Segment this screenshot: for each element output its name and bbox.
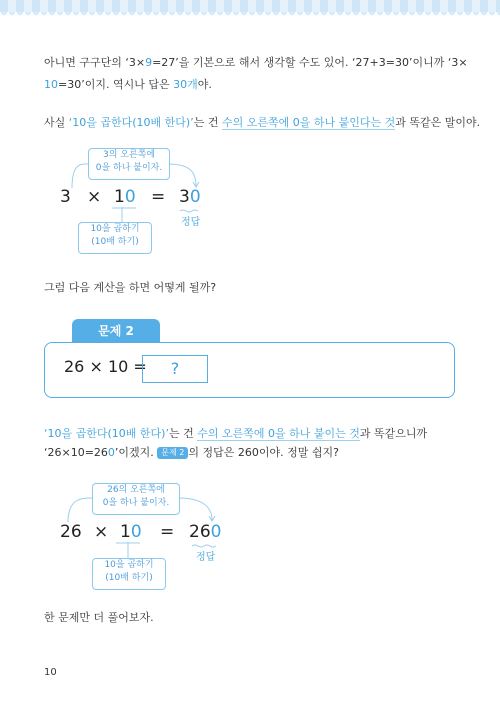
closing-text: 한 문제만 더 풀어보자. — [44, 611, 154, 624]
digit: 1 — [120, 522, 131, 542]
text: ’이겠지. — [114, 446, 158, 459]
problem-badge: 문제 2 — [157, 447, 188, 459]
quote-highlight: ‘10을 곱한다(10배 한다)’ — [44, 427, 169, 440]
operand-ten — [114, 187, 136, 207]
question-text: 그럼 다음 계산을 하면 어떻게 될까? — [44, 281, 217, 294]
note-line: 10을 곱하기 — [104, 560, 154, 570]
times-sign: × — [87, 187, 102, 207]
problem-equation: 26 × 10 = — [64, 357, 147, 376]
note-line: 10을 곱하기 — [90, 224, 140, 234]
rule-highlight: 수의 오른쪽에 0을 하나 붙이는 것 — [197, 427, 360, 440]
note-line: (10배 하기) — [91, 237, 139, 247]
text: 야. — [197, 78, 212, 91]
diagram-1-top-note — [88, 148, 170, 180]
diagram-1-equation — [60, 187, 71, 207]
rule-highlight: 수의 오른쪽에 0을 하나 붙인다는 것 — [221, 116, 396, 129]
digit: 3 — [179, 187, 190, 207]
note-line: 3의 오른쪽에 — [102, 150, 156, 160]
answer-label: 정답 — [196, 552, 216, 563]
digit: 26 — [189, 522, 211, 542]
result — [189, 522, 221, 542]
text: 아니면 구구단의 ‘3× — [44, 56, 146, 69]
page-number: 10 — [44, 667, 57, 678]
highlight-text: 10 — [44, 78, 58, 91]
quote-highlight: ‘10을 곱한다(10배 한다)’ — [68, 116, 194, 129]
text: 사실 — [44, 116, 69, 129]
appended-zero: 0 — [107, 446, 115, 459]
answer-label: 정답 — [181, 217, 201, 228]
note-line: 0을 하나 붙이자. — [95, 163, 163, 173]
paragraph-1-line-1 — [44, 52, 468, 74]
highlight-text: 9 — [145, 56, 153, 69]
text: =27’을 기본으로 해서 생각할 수도 있어. ‘27+3=30’이니까 ‘3× — [152, 56, 468, 69]
top-decorative-band — [0, 0, 500, 12]
equals-sign: = — [151, 187, 166, 207]
text: 의 정답은 260이야. 정말 쉽지? — [188, 446, 339, 459]
paragraph-3-line-2 — [44, 442, 339, 464]
problem-tab: 문제 2 — [72, 319, 160, 343]
operand: 26 — [60, 522, 82, 542]
appended-zero: 0 — [210, 522, 222, 542]
paragraph-1-line-2 — [44, 74, 212, 96]
result — [179, 187, 201, 207]
answer-highlight: 30개 — [173, 78, 198, 91]
note-line: (10배 하기) — [105, 573, 153, 583]
text: =30’이지. 역시나 답은 — [58, 78, 174, 91]
diagram-2-top-note — [92, 483, 180, 515]
diagram-1-bottom-note — [78, 222, 152, 254]
digit-zero: 0 — [130, 522, 142, 542]
equals-sign: = — [160, 522, 175, 542]
times-sign: × — [94, 522, 109, 542]
diagram-2-bottom-note — [92, 558, 166, 590]
digit: 1 — [114, 187, 125, 207]
text: 과 똑같은 말이야. — [395, 116, 481, 129]
text: ‘26×10=26 — [44, 446, 108, 459]
paragraph-2 — [44, 112, 480, 134]
appended-zero: 0 — [189, 187, 201, 207]
note-line: 26의 오른쪽에 — [107, 485, 165, 495]
answer-box[interactable]: ? — [142, 355, 208, 383]
text: 과 똑같으니까 — [359, 427, 428, 440]
operand: 3 — [60, 187, 71, 207]
note-line: 0을 하나 붙이자. — [102, 498, 170, 508]
digit-zero: 0 — [124, 187, 136, 207]
text: 는 건 — [193, 116, 222, 129]
operand-ten — [120, 522, 142, 542]
text: 는 건 — [168, 427, 198, 440]
